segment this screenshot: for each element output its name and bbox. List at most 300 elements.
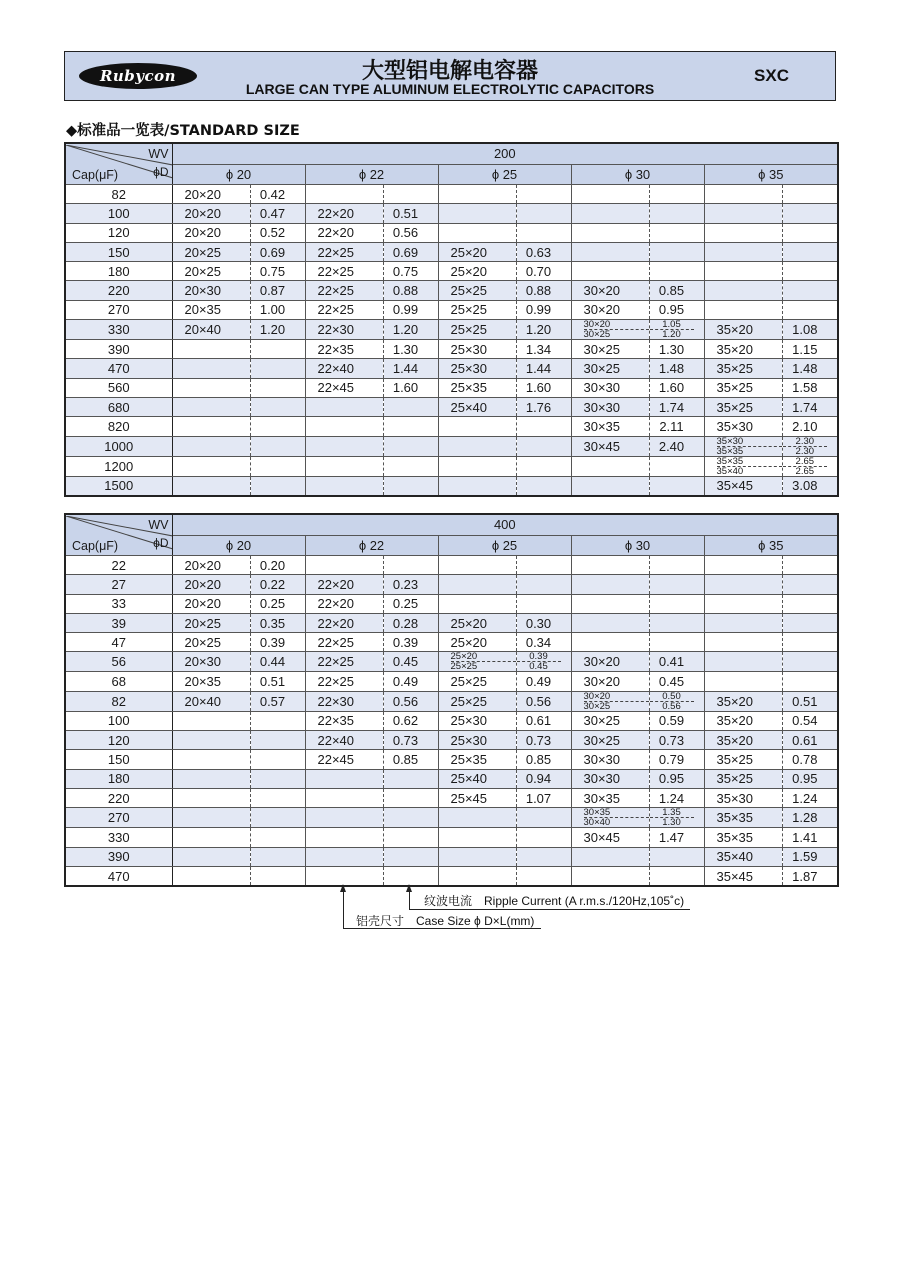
- capacitance-value: 47: [65, 633, 172, 652]
- ripple-current: 0.95: [782, 769, 838, 788]
- diameter-header: ϕ 22: [305, 535, 438, 556]
- case-size: 22×25: [305, 633, 383, 652]
- ripple-current: [383, 397, 438, 416]
- case-size-pair: [584, 320, 649, 339]
- header-corner: [65, 143, 172, 185]
- case-size-pair: [717, 457, 782, 476]
- case-size: 22×20: [305, 575, 383, 594]
- case-size: 30×45: [571, 436, 649, 456]
- case-size: [305, 788, 383, 807]
- ripple-current: [383, 828, 438, 847]
- ripple-current: [649, 262, 704, 281]
- case-size: [704, 185, 782, 204]
- case-size-upper: 35×35: [717, 457, 782, 467]
- case-size: [571, 204, 649, 223]
- ripple-current: 0.51: [383, 204, 438, 223]
- ripple-current-lower: 0.56: [662, 700, 681, 712]
- ripple-current: [516, 456, 571, 476]
- ripple-current-upper: 2.65: [783, 457, 828, 467]
- ripple-current: [383, 436, 438, 456]
- case-size: 25×25: [438, 281, 516, 300]
- case-size: 20×35: [172, 672, 250, 691]
- table-row: [65, 808, 838, 828]
- case-size: 25×25: [438, 300, 516, 319]
- ripple-current: 0.75: [383, 262, 438, 281]
- case-size: 25×30: [438, 359, 516, 378]
- case-size: 30×20: [571, 652, 649, 672]
- case-size: 22×20: [305, 204, 383, 223]
- case-size: 20×30: [172, 281, 250, 300]
- table-row: [65, 359, 838, 378]
- case-size: 25×40: [438, 397, 516, 416]
- table-row: [65, 476, 838, 496]
- diameter-header: ϕ 30: [571, 164, 704, 185]
- case-size: 35×20: [704, 711, 782, 730]
- case-size: [172, 847, 250, 866]
- legend-ripple-en: Ripple Current (A r.m.s./120Hz,105˚c): [484, 894, 685, 908]
- ripple-current: [250, 808, 305, 828]
- ripple-current: [516, 847, 571, 866]
- case-size: 30×30: [571, 769, 649, 788]
- capacitance-value: 82: [65, 691, 172, 711]
- case-size: 22×25: [305, 262, 383, 281]
- ripple-current: [782, 242, 838, 261]
- case-size: [704, 672, 782, 691]
- table-row: [65, 417, 838, 436]
- table-header-wv: [65, 143, 838, 164]
- capacitance-value: 680: [65, 397, 172, 416]
- case-size: [438, 556, 516, 575]
- ripple-current-lower: 1.20: [662, 329, 681, 340]
- ripple-current: [649, 556, 704, 575]
- case-size: 20×30: [172, 652, 250, 672]
- case-size: 22×35: [305, 340, 383, 359]
- ripple-current: [250, 476, 305, 496]
- working-voltage: 400: [172, 514, 838, 535]
- case-size: 30×20: [571, 281, 649, 300]
- legend-size-cn: 铝壳尺寸: [356, 914, 405, 928]
- ripple-current: [782, 281, 838, 300]
- case-size: 22×25: [305, 242, 383, 261]
- ripple-current: [250, 436, 305, 456]
- case-size-pair: [584, 808, 649, 827]
- table-row: [65, 769, 838, 788]
- case-size-pair: [451, 652, 516, 671]
- ripple-current: 2.10: [782, 417, 838, 436]
- ripple-current: [782, 204, 838, 223]
- ripple-current: 0.56: [383, 691, 438, 711]
- case-size: 25×20: [438, 242, 516, 261]
- ripple-current: 0.61: [516, 711, 571, 730]
- case-size: 22×25: [305, 652, 383, 672]
- case-size: 30×30: [571, 378, 649, 397]
- ripple-current: [383, 808, 438, 828]
- ripple-current: [383, 847, 438, 866]
- ripple-current: [782, 633, 838, 652]
- case-size: 20×25: [172, 613, 250, 632]
- table-row: [65, 828, 838, 847]
- legend-ripple-underline: [409, 909, 690, 910]
- ripple-current-lower: 2.30: [795, 445, 815, 457]
- ripple-current: [383, 556, 438, 575]
- case-size-upper: 25×20: [451, 652, 516, 662]
- case-size: [571, 575, 649, 594]
- ripple-current: 0.61: [782, 731, 838, 750]
- capacitance-value: 220: [65, 788, 172, 807]
- ripple-current: [782, 652, 838, 672]
- label-diameter: ϕD: [153, 164, 169, 179]
- ripple-current: [516, 652, 571, 672]
- ripple-current: 0.20: [250, 556, 305, 575]
- capacitance-value: 180: [65, 769, 172, 788]
- case-size: [438, 204, 516, 223]
- ripple-current: [250, 417, 305, 436]
- case-size: 30×25: [571, 711, 649, 730]
- case-size: [305, 828, 383, 847]
- case-size: [438, 866, 516, 886]
- diameter-header: ϕ 35: [704, 535, 838, 556]
- ripple-current-lower: 1.30: [662, 817, 681, 828]
- case-size: [305, 556, 383, 575]
- table-row: [65, 456, 838, 476]
- ripple-current: [250, 769, 305, 788]
- case-size: [571, 808, 649, 828]
- table-header-diameter: [65, 535, 838, 556]
- ripple-current: 0.51: [250, 672, 305, 691]
- ripple-current: 0.78: [782, 750, 838, 769]
- table-row: [65, 436, 838, 456]
- capacitance-value: 150: [65, 750, 172, 769]
- ripple-current: [383, 476, 438, 496]
- ripple-current: 1.20: [516, 320, 571, 340]
- case-size: 22×40: [305, 731, 383, 750]
- ripple-current: 0.44: [250, 652, 305, 672]
- ripple-current-upper: 2.30: [783, 437, 828, 447]
- case-size: 35×30: [704, 417, 782, 436]
- capacitance-value: 820: [65, 417, 172, 436]
- ripple-current: 0.49: [383, 672, 438, 691]
- ripple-current: 0.75: [250, 262, 305, 281]
- ripple-current-lower: 2.65: [795, 465, 815, 477]
- case-size: 30×25: [571, 731, 649, 750]
- capacitance-value: 330: [65, 320, 172, 340]
- ripple-current-pair: [650, 320, 694, 339]
- case-size: 35×25: [704, 397, 782, 416]
- case-size-upper: 30×20: [584, 692, 649, 702]
- ripple-current: [649, 691, 704, 711]
- capacitance-value: 27: [65, 575, 172, 594]
- ripple-current: [649, 456, 704, 476]
- ripple-current: 0.25: [250, 594, 305, 613]
- ripple-current: [383, 769, 438, 788]
- case-size: 35×25: [704, 769, 782, 788]
- ripple-current: [250, 828, 305, 847]
- legend-size-arrow: [340, 884, 346, 892]
- case-size: 25×35: [438, 750, 516, 769]
- capacitance-value: 560: [65, 378, 172, 397]
- case-size: [704, 556, 782, 575]
- ripple-current: [649, 633, 704, 652]
- table-row: [65, 691, 838, 711]
- ripple-current: 1.44: [383, 359, 438, 378]
- ripple-current: 0.95: [649, 300, 704, 319]
- ripple-current: 0.23: [383, 575, 438, 594]
- case-size: [704, 613, 782, 632]
- case-size: 30×25: [571, 340, 649, 359]
- capacitance-value: 39: [65, 613, 172, 632]
- case-size: 22×25: [305, 300, 383, 319]
- ripple-current: 0.85: [649, 281, 704, 300]
- case-size: [704, 594, 782, 613]
- case-size: 22×35: [305, 711, 383, 730]
- diameter-header: ϕ 20: [172, 164, 305, 185]
- ripple-current: [782, 594, 838, 613]
- case-size: 25×45: [438, 788, 516, 807]
- case-size: [438, 476, 516, 496]
- case-size: 22×25: [305, 672, 383, 691]
- case-size: 20×20: [172, 594, 250, 613]
- ripple-current: 1.20: [383, 320, 438, 340]
- capacitance-value: 100: [65, 204, 172, 223]
- ripple-current: [516, 594, 571, 613]
- ripple-current: 0.88: [383, 281, 438, 300]
- ripple-current: [782, 456, 838, 476]
- case-size: [571, 262, 649, 281]
- table-row: [65, 866, 838, 886]
- ripple-current: 0.73: [383, 731, 438, 750]
- table-row: [65, 711, 838, 730]
- ripple-current: 0.45: [649, 672, 704, 691]
- ripple-current: [649, 204, 704, 223]
- case-size: 20×25: [172, 242, 250, 261]
- ripple-current: [516, 223, 571, 242]
- diameter-header: ϕ 35: [704, 164, 838, 185]
- ripple-current: 1.30: [383, 340, 438, 359]
- case-size-lower: 30×25: [583, 329, 611, 340]
- ripple-current: 0.47: [250, 204, 305, 223]
- ripple-current-upper: 1.05: [650, 320, 694, 330]
- ripple-current: 1.07: [516, 788, 571, 807]
- case-size: [172, 711, 250, 730]
- ripple-current: [649, 476, 704, 496]
- case-size: [571, 185, 649, 204]
- table-row: [65, 223, 838, 242]
- ripple-current: [782, 262, 838, 281]
- case-size: [704, 242, 782, 261]
- ripple-current: 1.58: [782, 378, 838, 397]
- case-size: [704, 652, 782, 672]
- title-english: LARGE CAN TYPE ALUMINUM ELECTROLYTIC CAPACITORS: [245, 81, 655, 97]
- case-size: 35×40: [704, 847, 782, 866]
- ripple-current-lower: 0.45: [529, 661, 548, 672]
- case-size: [571, 691, 649, 711]
- label-capacitance: Cap(μF): [72, 538, 119, 553]
- table-row: [65, 731, 838, 750]
- case-size-upper: 30×35: [584, 808, 649, 818]
- ripple-current: 0.85: [383, 750, 438, 769]
- case-size: 35×25: [704, 750, 782, 769]
- case-size: 35×25: [704, 378, 782, 397]
- ripple-current: 0.35: [250, 613, 305, 632]
- ripple-current: 1.00: [250, 300, 305, 319]
- case-size: [438, 808, 516, 828]
- table-row: [65, 378, 838, 397]
- case-size: 25×30: [438, 340, 516, 359]
- case-size: 20×20: [172, 556, 250, 575]
- case-size: [571, 613, 649, 632]
- capacitance-value: 22: [65, 556, 172, 575]
- case-size: 35×30: [704, 788, 782, 807]
- ripple-current: [782, 556, 838, 575]
- ripple-current: 1.48: [649, 359, 704, 378]
- case-size: 35×45: [704, 866, 782, 886]
- case-size: 22×20: [305, 594, 383, 613]
- ripple-current: [649, 866, 704, 886]
- capacitance-value: 150: [65, 242, 172, 261]
- ripple-current: 1.76: [516, 397, 571, 416]
- case-size: 20×25: [172, 262, 250, 281]
- case-size: 30×20: [571, 300, 649, 319]
- ripple-current: 0.70: [516, 262, 571, 281]
- document-header: [64, 51, 836, 101]
- case-size: [438, 436, 516, 456]
- ripple-current: [383, 788, 438, 807]
- table-row: [65, 672, 838, 691]
- table-row: [65, 340, 838, 359]
- case-size-lower: 30×40: [583, 817, 611, 828]
- capacitance-value: 120: [65, 223, 172, 242]
- diameter-header: ϕ 30: [571, 535, 704, 556]
- ripple-current: [649, 320, 704, 340]
- capacitance-value: 33: [65, 594, 172, 613]
- case-size: [704, 300, 782, 319]
- case-size: [571, 556, 649, 575]
- legend-ripple-arrow: [406, 884, 412, 892]
- ripple-current: [649, 613, 704, 632]
- case-size: 25×25: [438, 691, 516, 711]
- case-size: [172, 456, 250, 476]
- ripple-current: 0.87: [250, 281, 305, 300]
- ripple-current: 3.08: [782, 476, 838, 496]
- case-size: 35×20: [704, 691, 782, 711]
- ripple-current: [250, 750, 305, 769]
- ripple-current-upper: 1.35: [650, 808, 694, 818]
- case-size: 30×25: [571, 359, 649, 378]
- case-size: 20×35: [172, 300, 250, 319]
- ripple-current: 0.34: [516, 633, 571, 652]
- capacitor-table-200v: [64, 142, 839, 497]
- case-size: 35×25: [704, 359, 782, 378]
- working-voltage: 200: [172, 143, 838, 164]
- case-size-lower: 35×35: [716, 445, 744, 457]
- ripple-current: [516, 204, 571, 223]
- case-size: [305, 847, 383, 866]
- ripple-current: 0.99: [516, 300, 571, 319]
- ripple-current: [649, 594, 704, 613]
- case-size: [438, 185, 516, 204]
- case-size: 30×35: [571, 788, 649, 807]
- ripple-current: [782, 223, 838, 242]
- case-size: 20×40: [172, 691, 250, 711]
- ripple-current: 0.99: [383, 300, 438, 319]
- ripple-current: [250, 456, 305, 476]
- section-title: ◆标准品一览表/STANDARD SIZE: [66, 123, 300, 139]
- case-size: [172, 436, 250, 456]
- case-size: [704, 575, 782, 594]
- table-row: [65, 556, 838, 575]
- case-size: 35×20: [704, 320, 782, 340]
- case-size: [305, 417, 383, 436]
- case-size: 30×20: [571, 672, 649, 691]
- ripple-current: 1.60: [516, 378, 571, 397]
- ripple-current: 0.51: [782, 691, 838, 711]
- case-size: 35×45: [704, 476, 782, 496]
- table-row: [65, 633, 838, 652]
- case-size: 25×25: [438, 672, 516, 691]
- ripple-current-pair: [783, 457, 828, 476]
- ripple-current: [782, 436, 838, 456]
- case-size: [172, 476, 250, 496]
- diameter-header: ϕ 22: [305, 164, 438, 185]
- ripple-current: [516, 185, 571, 204]
- ripple-current: 0.73: [649, 731, 704, 750]
- ripple-current: 0.41: [649, 652, 704, 672]
- diameter-header: ϕ 25: [438, 164, 571, 185]
- ripple-current: [782, 672, 838, 691]
- ripple-current: 1.87: [782, 866, 838, 886]
- ripple-current: [516, 575, 571, 594]
- table-row: [65, 397, 838, 416]
- case-size: [172, 769, 250, 788]
- case-size-pair: [717, 437, 782, 456]
- table-row: [65, 788, 838, 807]
- case-size: 22×45: [305, 750, 383, 769]
- capacitance-value: 56: [65, 652, 172, 672]
- ripple-current: 1.47: [649, 828, 704, 847]
- ripple-current: 1.15: [782, 340, 838, 359]
- case-size: 25×40: [438, 769, 516, 788]
- case-size: [172, 788, 250, 807]
- case-size: [172, 340, 250, 359]
- case-size: [438, 847, 516, 866]
- table-row: [65, 613, 838, 632]
- capacitor-table-400v: [64, 513, 839, 887]
- case-size: [305, 769, 383, 788]
- ripple-current: 0.63: [516, 242, 571, 261]
- ripple-current: 0.56: [516, 691, 571, 711]
- ripple-current: 0.49: [516, 672, 571, 691]
- ripple-current: 1.59: [782, 847, 838, 866]
- case-size: [305, 397, 383, 416]
- ripple-current: 1.41: [782, 828, 838, 847]
- capacitance-value: 1500: [65, 476, 172, 496]
- case-size: 25×25: [438, 320, 516, 340]
- ripple-current: [250, 788, 305, 807]
- table-row: [65, 185, 838, 204]
- label-capacitance: Cap(μF): [72, 167, 119, 182]
- case-size: 20×20: [172, 575, 250, 594]
- case-size: [704, 204, 782, 223]
- case-size: 35×20: [704, 731, 782, 750]
- ripple-current: 0.22: [250, 575, 305, 594]
- case-size: 30×30: [571, 750, 649, 769]
- case-size: 25×20: [438, 262, 516, 281]
- case-size: 20×25: [172, 633, 250, 652]
- case-size: 30×30: [571, 397, 649, 416]
- ripple-current: 0.45: [383, 652, 438, 672]
- case-size: [704, 436, 782, 456]
- case-size: 22×25: [305, 281, 383, 300]
